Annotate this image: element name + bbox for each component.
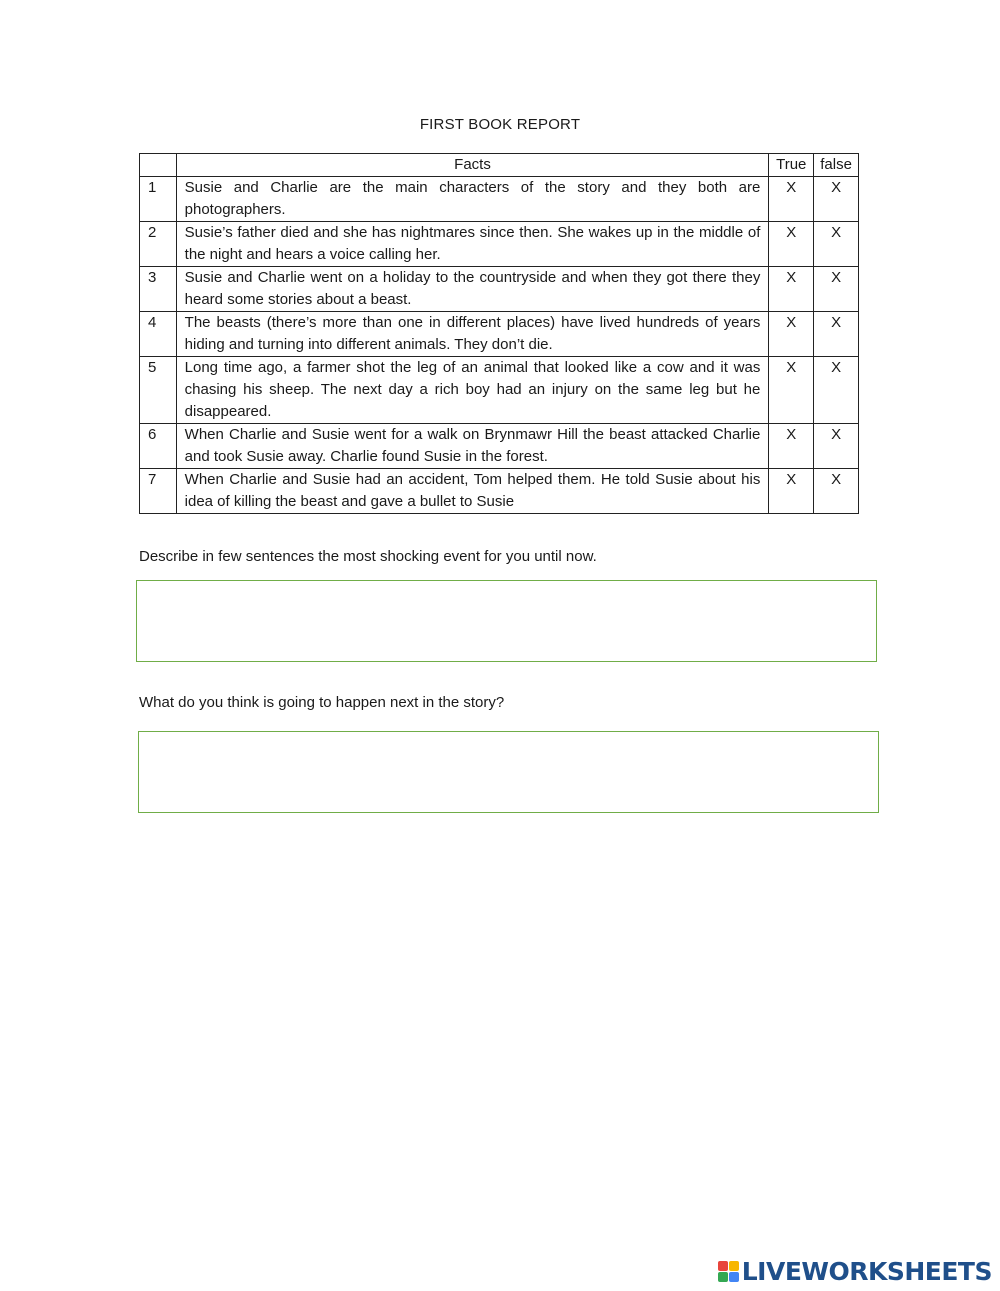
row-number: 1 [140, 177, 177, 222]
header-false: false [814, 154, 859, 177]
row-fact: Long time ago, a farmer shot the leg of an animal that looked like a cow and it was chasing his sheep. The next day a rich boy had an injury on the same leg but he disappeared. [176, 357, 769, 424]
row-number: 6 [140, 424, 177, 469]
table-row [140, 312, 859, 357]
table-row [140, 267, 859, 312]
what-happens-next-answer-input[interactable] [138, 731, 879, 813]
row-fact: Susie and Charlie are the main characters of the story and they both are photographers. [176, 177, 769, 222]
false-mark[interactable]: X [814, 424, 859, 469]
page-title: FIRST BOOK REPORT [419, 116, 581, 133]
row-number: 5 [140, 357, 177, 424]
logo-square-icon [718, 1272, 728, 1282]
true-mark[interactable]: X [769, 312, 814, 357]
true-mark[interactable]: X [769, 469, 814, 514]
row-number: 4 [140, 312, 177, 357]
table-row [140, 357, 859, 424]
true-mark[interactable]: X [769, 177, 814, 222]
row-fact: The beasts (there’s more than one in different places) have lived hundreds of years hiding and turning into different animals. They don’t die. [176, 312, 769, 357]
table-row [140, 222, 859, 267]
table-row [140, 469, 859, 514]
row-number: 7 [140, 469, 177, 514]
row-fact: When Charlie and Susie had an accident, Tom helped them. He told Susie about his idea of killing the beast and gave a bullet to Susie [176, 469, 769, 514]
logo-square-icon [729, 1261, 739, 1271]
shocking-event-answer-input[interactable] [136, 580, 877, 662]
false-mark[interactable]: X [814, 267, 859, 312]
facts-table [139, 153, 859, 514]
header-num [140, 154, 177, 177]
row-fact: Susie and Charlie went on a holiday to the countryside and when they got there they heard some stories about a beast. [176, 267, 769, 312]
true-mark[interactable]: X [769, 424, 814, 469]
true-mark[interactable]: X [769, 357, 814, 424]
row-fact: Susie’s father died and she has nightmares since then. She wakes up in the middle of the night and hears a voice calling her. [176, 222, 769, 267]
question-shocking-event: Describe in few sentences the most shocking event for you until now. [139, 548, 597, 565]
table-row [140, 424, 859, 469]
logo-square-icon [718, 1261, 728, 1271]
false-mark[interactable]: X [814, 469, 859, 514]
row-number: 3 [140, 267, 177, 312]
true-mark[interactable]: X [769, 222, 814, 267]
liveworksheets-brand [718, 1256, 992, 1286]
row-number: 2 [140, 222, 177, 267]
row-fact: When Charlie and Susie went for a walk on Brynmawr Hill the beast attacked Charlie and took Susie away. Charlie found Susie in the forest. [176, 424, 769, 469]
header-true: True [769, 154, 814, 177]
brand-name: LIVEWORKSHEETS [741, 1256, 992, 1286]
header-facts: Facts [176, 154, 769, 177]
false-mark[interactable]: X [814, 312, 859, 357]
table-row [140, 177, 859, 222]
question-what-happens-next: What do you think is going to happen next in the story? [139, 694, 505, 711]
false-mark[interactable]: X [814, 222, 859, 267]
logo-square-icon [729, 1272, 739, 1282]
table-header-row [140, 154, 859, 177]
false-mark[interactable]: X [814, 177, 859, 222]
liveworksheets-logo-icon [718, 1261, 739, 1282]
false-mark[interactable]: X [814, 357, 859, 424]
true-mark[interactable]: X [769, 267, 814, 312]
